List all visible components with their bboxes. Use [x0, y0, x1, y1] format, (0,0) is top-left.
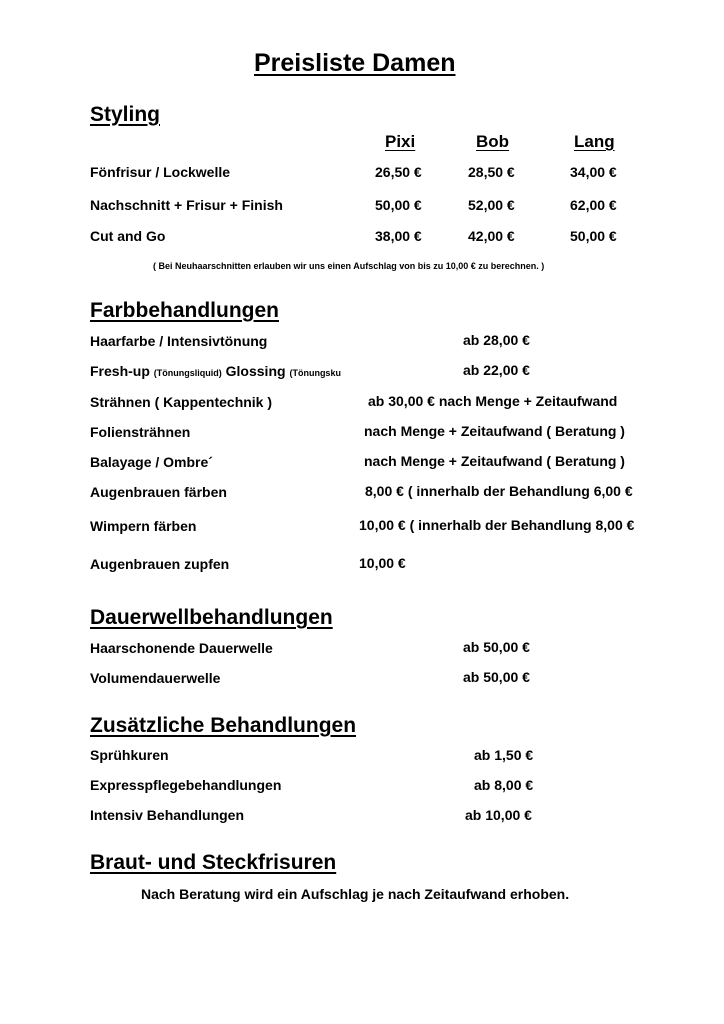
- service-price: 10,00 € ( innerhalb der Behandlung 8,00 €: [359, 517, 635, 533]
- service-price: ab 28,00 €: [463, 332, 530, 348]
- price-pixi: 26,50 €: [375, 164, 422, 180]
- section-heading-zusaetzliche-behandlungen: Zusätzliche Behandlungen: [90, 714, 357, 737]
- service-price: ab 30,00 € nach Menge + Zeitaufwand: [368, 393, 618, 409]
- service-label: Nachschnitt + Frisur + Finish: [90, 197, 283, 213]
- service-price: ab 50,00 €: [463, 639, 530, 655]
- price-pixi: 50,00 €: [375, 197, 422, 213]
- page-title: Preisliste Damen: [254, 49, 456, 77]
- price-pixi: 38,00 €: [375, 228, 422, 244]
- service-price: ab 10,00 €: [465, 807, 532, 823]
- service-label: Cut and Go: [90, 228, 166, 244]
- section-heading-farbbehandlungen: Farbbehandlungen: [90, 299, 279, 322]
- service-price: 8,00 € ( innerhalb der Behandlung 6,00 €: [365, 483, 633, 499]
- price-bob: 52,00 €: [468, 197, 515, 213]
- service-label: Sprühkuren: [90, 747, 169, 763]
- price-bob: 42,00 €: [468, 228, 515, 244]
- service-label: Intensiv Behandlungen: [90, 807, 245, 823]
- service-price: ab 22,00 €: [463, 362, 530, 378]
- service-label: Fönfrisur / Lockwelle: [90, 164, 231, 180]
- section-heading-dauerwellbehandlungen: Dauerwellbehandlungen: [90, 606, 333, 629]
- service-label-fresh-up: [90, 363, 341, 379]
- column-header-pixi: Pixi: [385, 132, 416, 151]
- braut-note: Nach Beratung wird ein Aufschlag je nach Zeitaufwand erhoben.: [141, 886, 570, 902]
- service-label: Augenbrauen zupfen: [90, 556, 230, 572]
- label-part: Glossing: [221, 363, 290, 379]
- column-header-bob: Bob: [476, 132, 510, 151]
- service-label: Augenbrauen färben: [90, 484, 227, 500]
- service-price: ab 8,00 €: [474, 777, 534, 793]
- service-label: Haarschonende Dauerwelle: [90, 640, 273, 656]
- label-part: (Tönungsku: [289, 368, 341, 378]
- service-label: Balayage / Ombre´: [90, 454, 213, 470]
- price-lang: 50,00 €: [570, 228, 617, 244]
- styling-note: ( Bei Neuhaarschnitten erlauben wir uns einen Aufschlag von bis zu 10,00 € zu berechnen. ): [153, 261, 545, 271]
- section-heading-braut-steckfrisuren: Braut- und Steckfrisuren: [90, 851, 337, 874]
- service-price: ab 1,50 €: [474, 747, 534, 763]
- label-part: (Tönungsliquid): [153, 368, 222, 378]
- service-label: Strähnen ( Kappentechnik ): [90, 394, 273, 410]
- service-price: nach Menge + Zeitaufwand ( Beratung ): [364, 423, 625, 439]
- service-price: ab 50,00 €: [463, 669, 530, 685]
- price-lang: 34,00 €: [570, 164, 617, 180]
- service-label: Expresspflegebehandlungen: [90, 777, 282, 793]
- service-label: Wimpern färben: [90, 518, 197, 534]
- section-heading-styling: Styling: [90, 103, 161, 126]
- label-part: Fresh-up: [90, 363, 154, 379]
- service-label: Foliensträhnen: [90, 424, 191, 440]
- price-lang: 62,00 €: [570, 197, 617, 213]
- service-label: Haarfarbe / Intensivtönung: [90, 333, 268, 349]
- service-price: 10,00 €: [359, 555, 406, 571]
- service-label: Volumendauerwelle: [90, 670, 221, 686]
- service-price: nach Menge + Zeitaufwand ( Beratung ): [364, 453, 625, 469]
- column-header-lang: Lang: [574, 132, 615, 151]
- price-bob: 28,50 €: [468, 164, 515, 180]
